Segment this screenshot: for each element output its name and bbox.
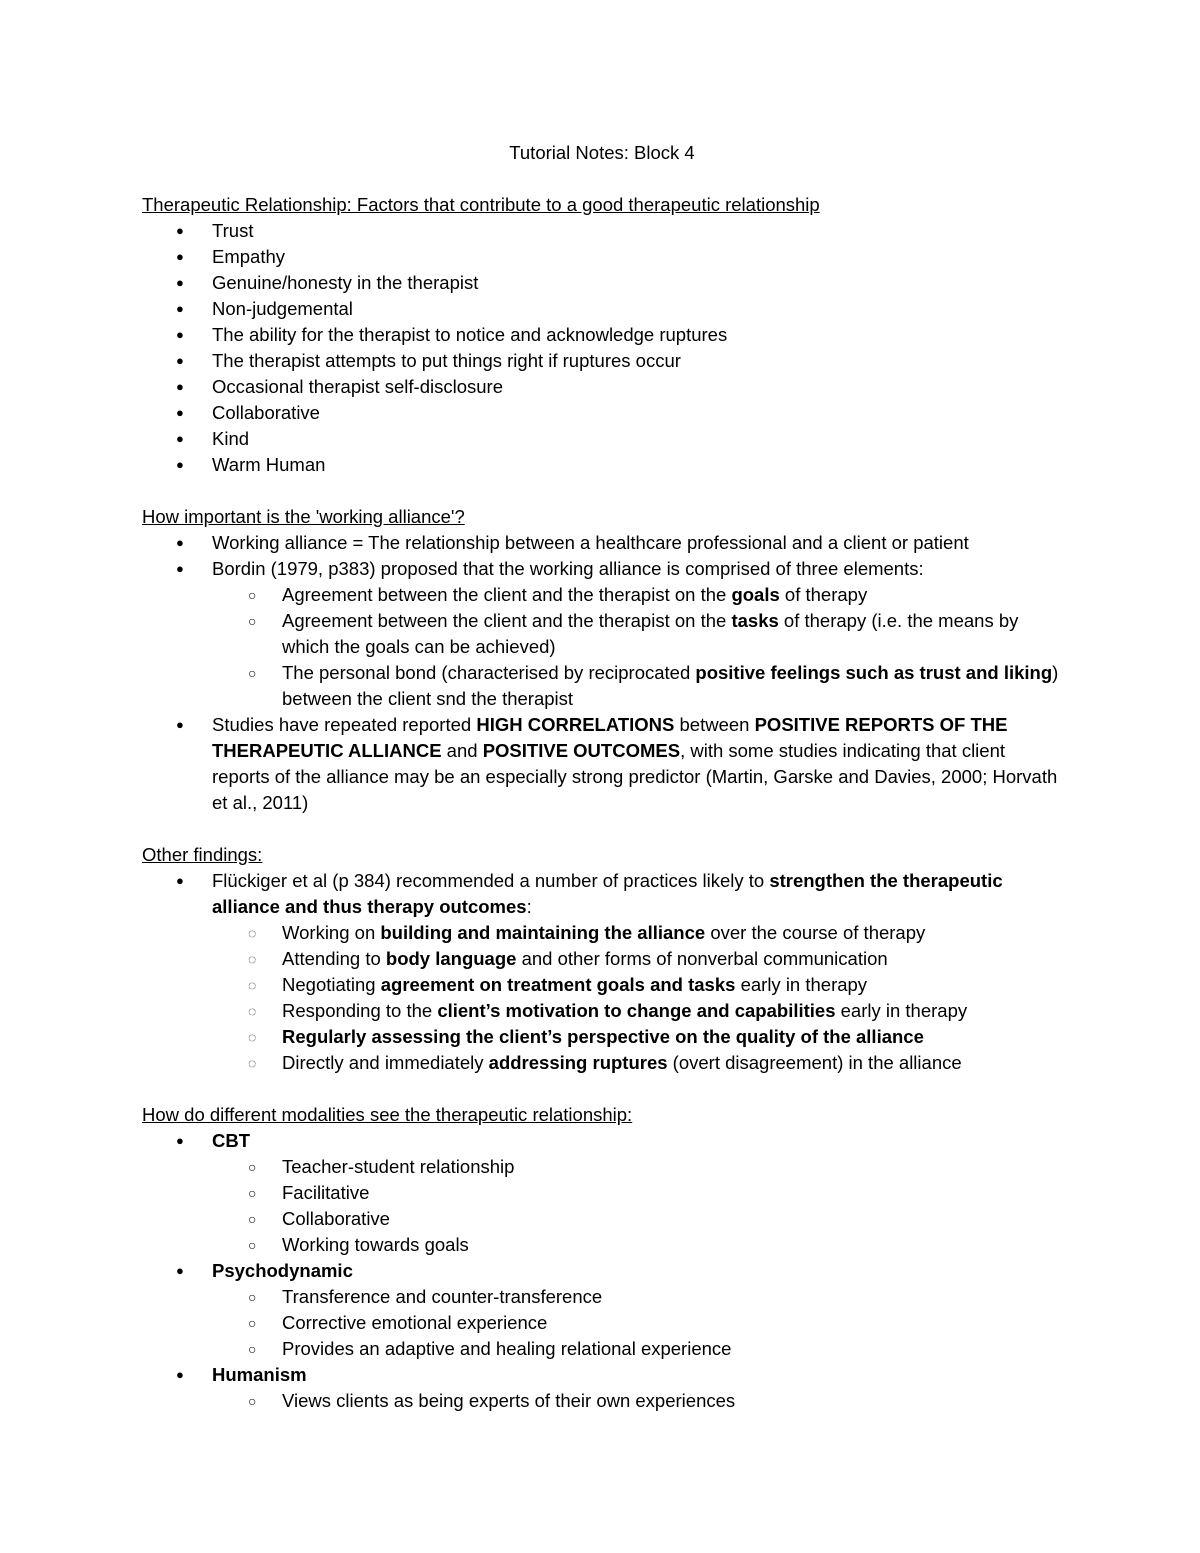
sub-list-item: ○ Views clients as being experts of their own experiences	[212, 1388, 1062, 1414]
list-item: ● Bordin (1979, p383) proposed that the working alliance is comprised of three elements: ○ Agreement between the client and the therapist on the goals of therapy ○ Agreement between the client and the therapist on the tasks of therapy (i.e. the means by which the goals can be achieved) ○ The personal bond (characterised by reciprocated positive feelings such as trust and liking) between the client snd the therapist	[142, 556, 1062, 712]
bullet-icon: ●	[176, 405, 184, 420]
list-item: ● The ability for the therapist to notice and acknowledge ruptures	[142, 322, 1062, 348]
list-item: ● Non-judgemental	[142, 296, 1062, 322]
circle-bullet-icon: ○	[248, 1237, 257, 1253]
sub-list-item: ◌ Responding to the client’s motivation to change and capabilities early in therapy	[212, 998, 1062, 1024]
sub-list-item: ○ Provides an adaptive and healing relational experience	[212, 1336, 1062, 1362]
circle-bullet-icon: ○	[248, 1393, 257, 1409]
circle-bullet-icon: ○	[248, 665, 257, 681]
list-item-humanism: ● Humanism ○ Views clients as being experts of their own experiences	[142, 1362, 1062, 1414]
dotted-circle-bullet-icon: ◌	[248, 1029, 257, 1045]
sub-list-item: ○ Agreement between the client and the therapist on the goals of therapy	[212, 582, 1062, 608]
bullet-icon: ●	[176, 379, 184, 394]
circle-bullet-icon: ○	[248, 1185, 257, 1201]
list-item: ● Collaborative	[142, 400, 1062, 426]
humanism-list	[212, 1388, 1062, 1414]
bullet-icon: ●	[176, 275, 184, 290]
bullet-icon: ●	[176, 223, 184, 238]
other-findings-list	[142, 868, 1062, 1076]
sub-list-item: ○ Teacher-student relationship	[212, 1154, 1062, 1180]
modalities-list	[142, 1128, 1062, 1414]
section-heading-other-findings: Other findings:	[142, 844, 263, 865]
list-item: ● The therapist attempts to put things right if ruptures occur	[142, 348, 1062, 374]
list-item-psychodynamic: ● Psychodynamic ○ Transference and counter-transference ○ Corrective emotional experience ○ Provides an adaptive and healing relational experience	[142, 1258, 1062, 1362]
sub-list-item: ◌ Directly and immediately addressing ruptures (overt disagreement) in the alliance	[212, 1050, 1062, 1076]
sub-list-item: ◌ Attending to body language and other forms of nonverbal communication	[212, 946, 1062, 972]
dotted-circle-bullet-icon: ◌	[248, 951, 257, 967]
bullet-icon: ●	[176, 249, 184, 264]
bullet-icon: ●	[176, 1263, 184, 1278]
sub-list-item: ◌ Working on building and maintaining the alliance over the course of therapy	[212, 920, 1062, 946]
circle-bullet-icon: ○	[248, 613, 257, 629]
factors-list	[142, 218, 1062, 478]
bordin-elements-list	[212, 582, 1062, 712]
list-item: ● Studies have repeated reported HIGH CORRELATIONS between POSITIVE REPORTS OF THE THERAPEUTIC ALLIANCE and POSITIVE OUTCOMES, with some studies indicating that client reports of the alliance may be an especially strong predictor (Martin, Garske and Davies, 2000; Horvath et al., 2011)	[176, 714, 1058, 813]
dotted-circle-bullet-icon: ◌	[248, 1055, 257, 1071]
dotted-circle-bullet-icon: ◌	[248, 925, 257, 941]
dotted-circle-bullet-icon: ◌	[248, 1003, 257, 1019]
bullet-icon: ●	[176, 873, 184, 888]
psychodynamic-list	[212, 1284, 1062, 1362]
sub-list-item: ○ The personal bond (characterised by reciprocated positive feelings such as trust and liking) between the client snd the therapist	[248, 662, 1059, 709]
list-item: ● Occasional therapist self-disclosure	[142, 374, 1062, 400]
sub-list-item: ○ Facilitative	[212, 1180, 1062, 1206]
sub-list-item: ◌ Negotiating agreement on treatment goals and tasks early in therapy	[212, 972, 1062, 998]
practices-list	[212, 920, 1062, 1076]
circle-bullet-icon: ○	[248, 1341, 257, 1357]
circle-bullet-icon: ○	[248, 1315, 257, 1331]
bullet-icon: ●	[176, 1367, 184, 1382]
bullet-icon: ●	[176, 431, 184, 446]
list-item: ● Trust	[142, 218, 1062, 244]
circle-bullet-icon: ○	[248, 1289, 257, 1305]
sub-list-item: ○ Corrective emotional experience	[212, 1310, 1062, 1336]
bullet-icon: ●	[176, 561, 184, 576]
cbt-list	[212, 1154, 1062, 1258]
sub-list-item: ◌ Regularly assessing the client’s perspective on the quality of the alliance	[212, 1024, 1062, 1050]
bullet-icon: ●	[176, 353, 184, 368]
circle-bullet-icon: ○	[248, 1211, 257, 1227]
list-item: ● Empathy	[142, 244, 1062, 270]
list-item-cbt: ● CBT ○ Teacher-student relationship ○ Facilitative ○ Collaborative ○ Working towards goals	[142, 1128, 1062, 1258]
working-alliance-list	[142, 530, 1062, 816]
document-page	[142, 140, 1062, 1414]
section-heading-modalities: How do different modalities see the therapeutic relationship:	[142, 1104, 633, 1125]
list-item: ● Working alliance = The relationship between a healthcare professional and a client or patient	[142, 530, 1062, 556]
sub-list-item: ○ Agreement between the client and the therapist on the tasks of therapy (i.e. the means by which the goals can be achieved)	[248, 610, 1019, 657]
sub-list-item: ○ Working towards goals	[212, 1232, 1062, 1258]
document-title: Tutorial Notes: Block 4	[509, 142, 695, 163]
bullet-icon: ●	[176, 327, 184, 342]
bullet-icon: ●	[176, 1133, 184, 1148]
bullet-icon: ●	[176, 717, 184, 732]
sub-list-item: ○ Transference and counter-transference	[212, 1284, 1062, 1310]
sub-list-item: ○ Collaborative	[212, 1206, 1062, 1232]
circle-bullet-icon: ○	[248, 1159, 257, 1175]
bullet-icon: ●	[176, 301, 184, 316]
section-heading-working-alliance: How important is the 'working alliance'?	[142, 506, 465, 527]
circle-bullet-icon: ○	[248, 587, 257, 603]
bullet-icon: ●	[176, 535, 184, 550]
bullet-icon: ●	[176, 457, 184, 472]
dotted-circle-bullet-icon: ◌	[248, 977, 257, 993]
section-heading-therapeutic-relationship: Therapeutic Relationship: Factors that contribute to a good therapeutic relationship	[142, 194, 820, 215]
list-item: ● Kind	[142, 426, 1062, 452]
list-item: ● Warm Human	[142, 452, 1062, 478]
list-item: ● Flückiger et al (p 384) recommended a number of practices likely to strengthen the therapeutic alliance and thus therapy outcomes: ◌ Working on building and maintaining the alliance over the course of therapy ◌ Attending to body language and other forms of nonverbal communication ◌ Negotiating agreement on treatment goals and tasks early in therapy ◌ Responding to the client’s motivation to change and capabilities early in therapy ◌ Regularly assessing the client’s perspective on the quality of the alliance ◌ Directly and immediately addressing ruptures (overt disagreement) in the alliance	[142, 868, 1062, 1076]
list-item: ● Genuine/honesty in the therapist	[142, 270, 1062, 296]
